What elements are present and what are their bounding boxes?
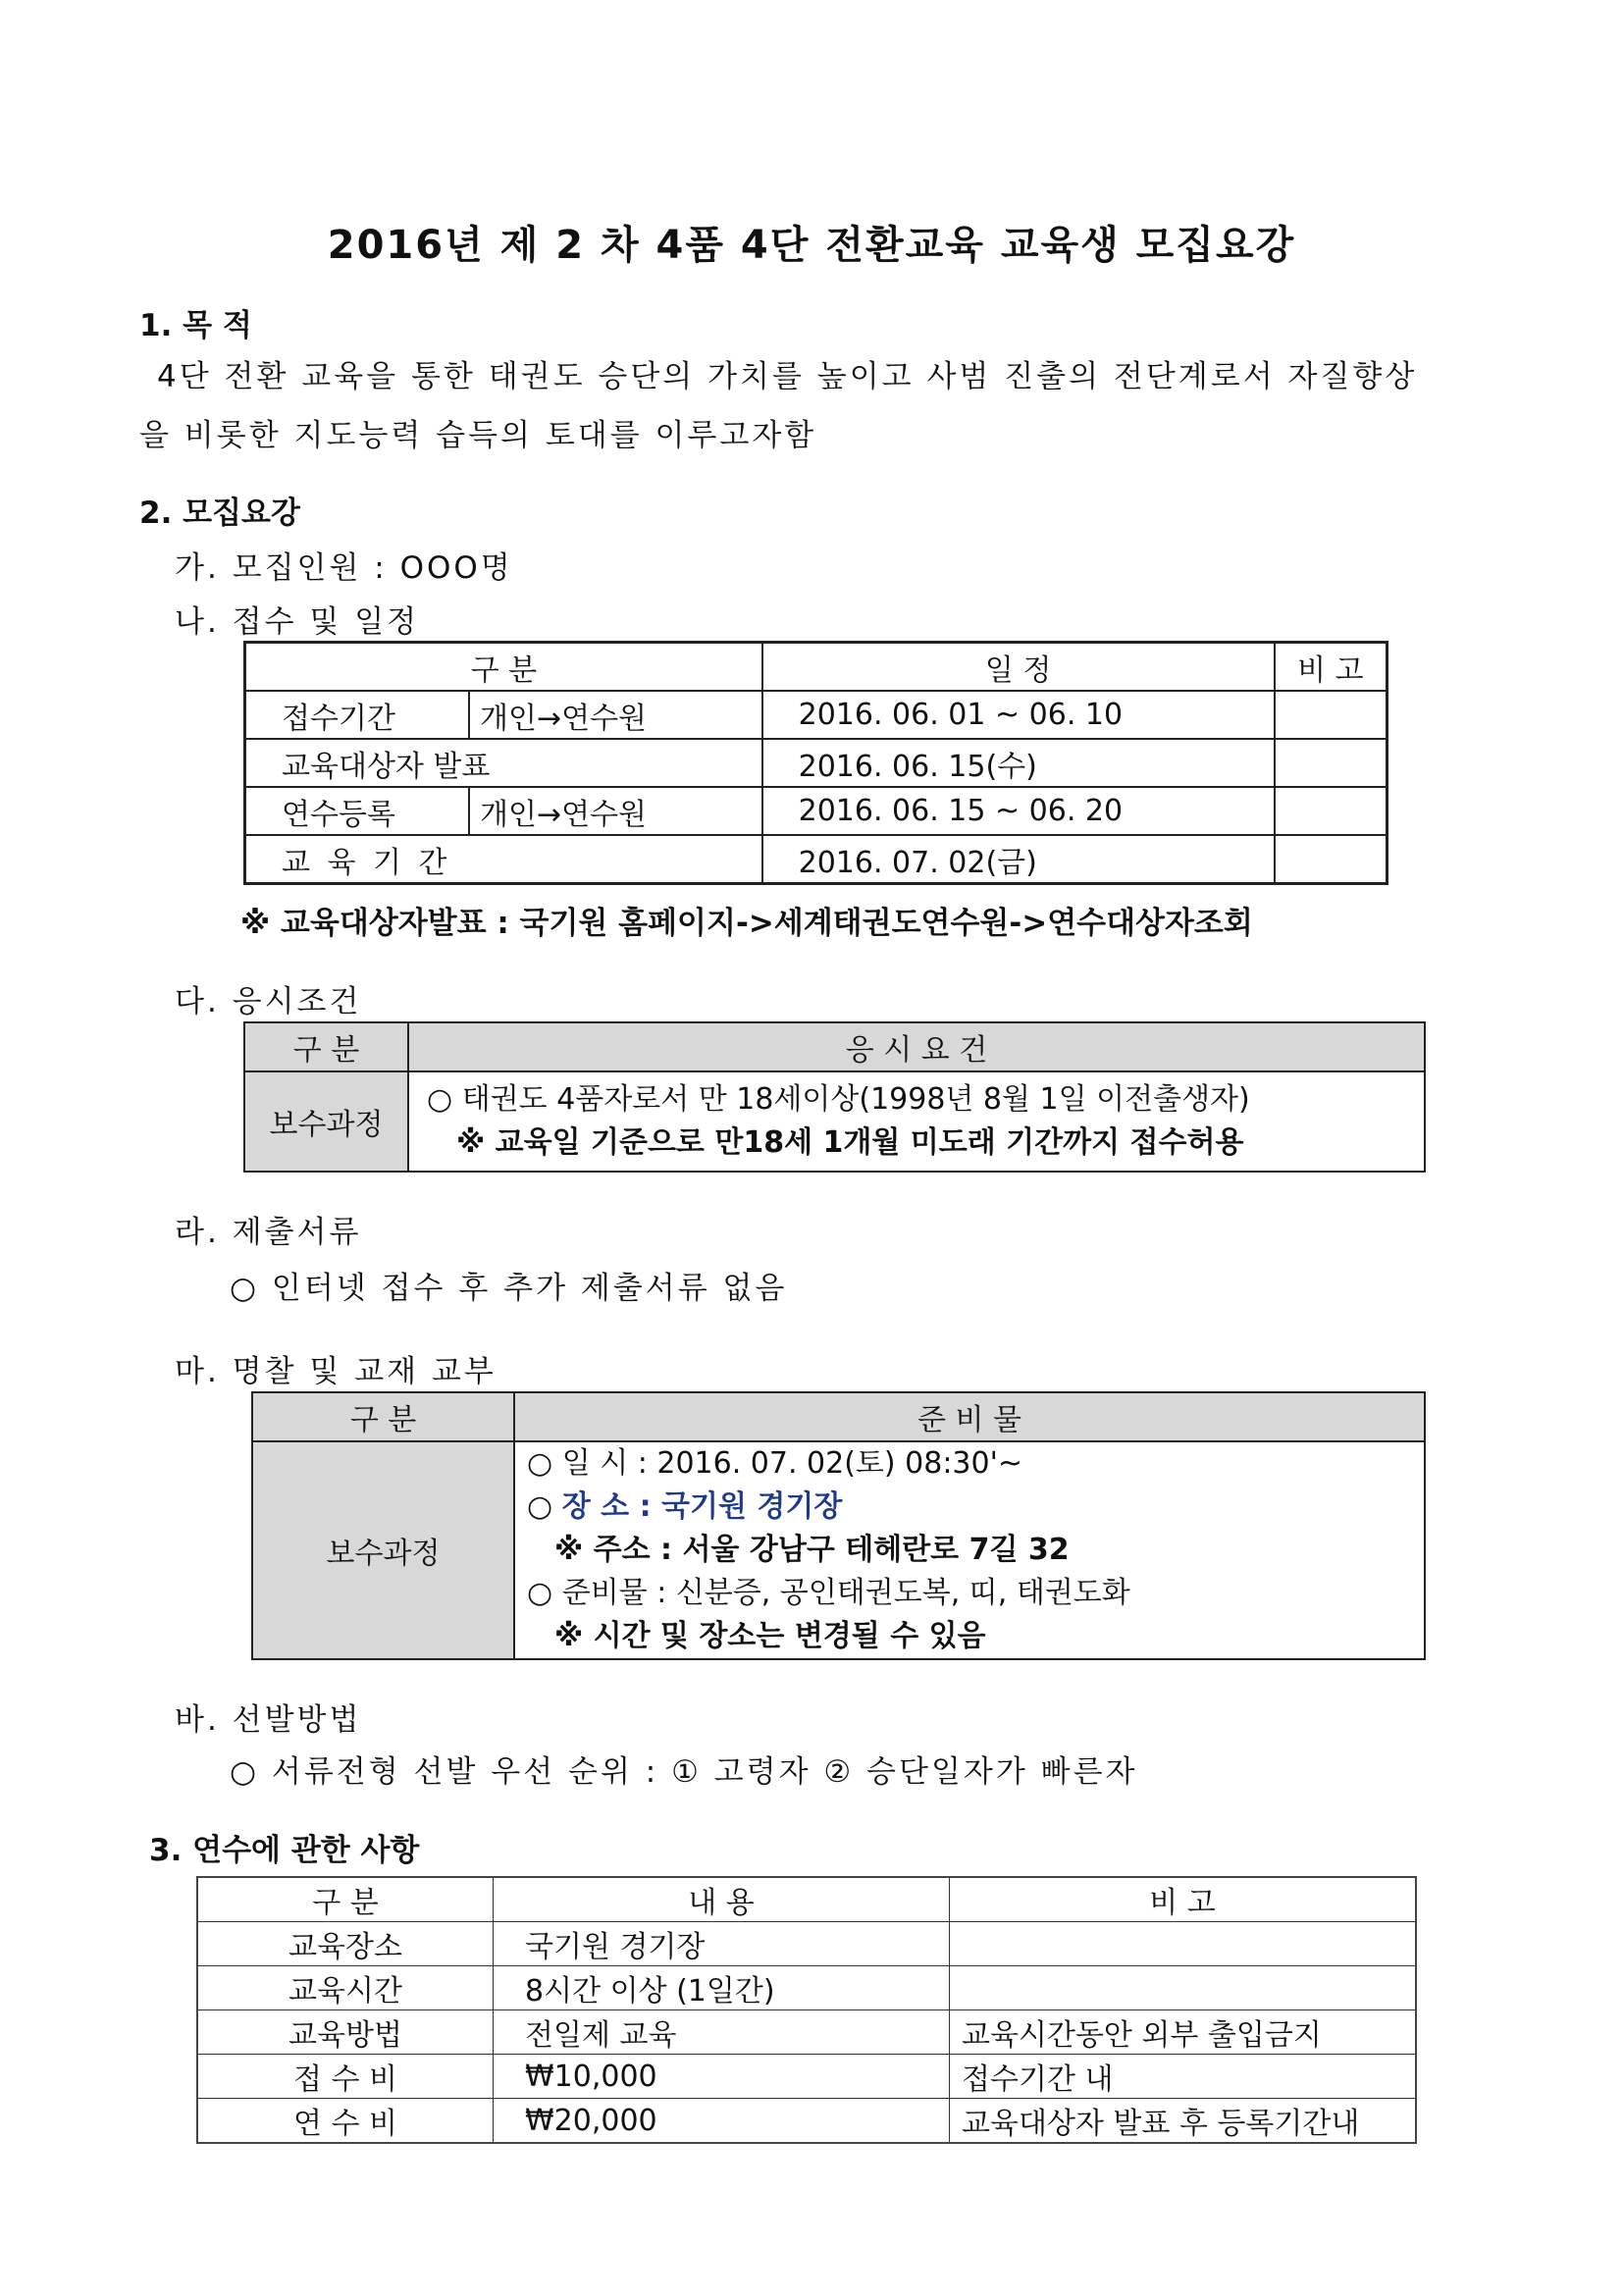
documents-subheading: 라. 제출서류 bbox=[175, 1215, 362, 1250]
table-row bbox=[245, 787, 1387, 835]
row-note bbox=[1275, 739, 1387, 787]
condition-line1: ○ 태권도 4품자로서 만 18세이상(1998년 8월 1일 이전출생자) bbox=[427, 1082, 1250, 1117]
row-note bbox=[1275, 691, 1387, 739]
row-label: 연수등록 bbox=[245, 787, 470, 835]
table-header-gubun: 구 분 bbox=[244, 1022, 408, 1071]
row-date: 2016. 06. 01 ~ 06. 10 bbox=[762, 691, 1275, 739]
table-header-requirement: 응 시 요 건 bbox=[408, 1022, 1425, 1071]
row-note: 교육대상자 발표 후 등록기간내 bbox=[950, 2099, 1417, 2144]
row-date: 2016. 06. 15(수) bbox=[762, 739, 1275, 787]
table-row bbox=[245, 835, 1387, 884]
page-title: 2016년 제 2 차 4품 4단 전환교육 교육생 모집요강 bbox=[327, 223, 1296, 268]
nametag-subheading: 마. 명찰 및 교재 교부 bbox=[175, 1354, 497, 1389]
row-label: 교 육 기 간 bbox=[245, 835, 762, 884]
table-row bbox=[197, 1966, 1416, 2010]
row-date: 2016. 07. 02(금) bbox=[762, 835, 1275, 884]
row-content: 전일제 교육 bbox=[494, 2010, 950, 2055]
documents-item: ○ 인터넷 접수 후 추가 제출서류 없음 bbox=[230, 1271, 788, 1306]
row-content: 8시간 이상 (1일간) bbox=[494, 1966, 950, 2010]
table-header-gubun: 구 분 bbox=[197, 1877, 494, 1922]
section1-heading: 1. 목 적 bbox=[139, 308, 252, 343]
row-note bbox=[1275, 835, 1387, 884]
schedule-subheading: 나. 접수 및 일정 bbox=[175, 604, 420, 640]
prep-location-text: 장 소 : 국기원 경기장 bbox=[561, 1489, 843, 1524]
table-row bbox=[197, 2099, 1416, 2144]
row-label: 교육대상자 발표 bbox=[245, 739, 762, 787]
row-label: 보수과정 bbox=[252, 1441, 514, 1659]
section2-heading: 2. 모집요강 bbox=[139, 496, 300, 531]
preparation-table bbox=[251, 1391, 1426, 1660]
condition-line2: ※ 교육일 기준으로 만18세 1개월 미도래 기간까지 접수허용 bbox=[456, 1125, 1244, 1160]
row-label: 교육방법 bbox=[197, 2010, 494, 2055]
table-row bbox=[197, 1922, 1416, 1966]
schedule-table bbox=[243, 641, 1388, 885]
table-row bbox=[245, 691, 1387, 739]
selection-subheading: 바. 선발방법 bbox=[175, 1702, 362, 1738]
row-note: 접수기간 내 bbox=[950, 2055, 1417, 2099]
row-label: 접수기간 bbox=[245, 691, 470, 739]
table-header-gubun: 구 분 bbox=[245, 643, 762, 692]
table-header-gubun: 구 분 bbox=[252, 1392, 514, 1441]
table-header-schedule: 일 정 bbox=[762, 643, 1275, 692]
prep-items: ○ 준비물 : 신분증, 공인태권도복, 띠, 태권도화 bbox=[527, 1576, 1130, 1610]
row-label: 접 수 비 bbox=[197, 2055, 494, 2099]
table-row bbox=[245, 739, 1387, 787]
training-table bbox=[196, 1876, 1417, 2144]
recruit-count: 가. 모집인원 : OOO명 bbox=[175, 550, 513, 586]
row-note bbox=[1275, 787, 1387, 835]
table-header-note: 비 고 bbox=[950, 1877, 1417, 1922]
schedule-note: ※ 교육대상자발표 : 국기원 홈페이지->세계태권도연수원->연수대상자조회 bbox=[240, 906, 1253, 941]
prep-location bbox=[527, 1486, 1414, 1529]
section1-line2: 을 비롯한 지도능력 습득의 토대를 이루고자함 bbox=[139, 418, 817, 453]
row-content: 국기원 경기장 bbox=[494, 1922, 950, 1966]
row-note bbox=[950, 1966, 1417, 2010]
table-row bbox=[197, 2055, 1416, 2099]
table-header-note: 비 고 bbox=[1275, 643, 1387, 692]
row-sublabel: 개인→연수원 bbox=[469, 691, 762, 739]
row-sublabel: 개인→연수원 bbox=[469, 787, 762, 835]
conditions-table bbox=[243, 1021, 1426, 1173]
row-label: 교육장소 bbox=[197, 1922, 494, 1966]
prep-change-note: ※ 시간 및 장소는 변경될 수 있음 bbox=[554, 1619, 986, 1653]
row-label: 보수과정 bbox=[244, 1071, 408, 1172]
prep-location-bullet: ○ bbox=[527, 1489, 562, 1524]
row-note: 교육시간동안 외부 출입금지 bbox=[950, 2010, 1417, 2055]
row-content: ₩20,000 bbox=[494, 2099, 950, 2144]
prep-datetime: ○ 일 시 : 2016. 07. 02(토) 08:30'~ bbox=[527, 1446, 1022, 1481]
row-label: 연 수 비 bbox=[197, 2099, 494, 2144]
table-header-items: 준 비 물 bbox=[514, 1392, 1425, 1441]
table-row bbox=[197, 2010, 1416, 2055]
selection-item: ○ 서류전형 선발 우선 순위 : ① 고령자 ② 승단일자가 빠른자 bbox=[230, 1754, 1138, 1790]
row-date: 2016. 06. 15 ~ 06. 20 bbox=[762, 787, 1275, 835]
table-header-content: 내 용 bbox=[494, 1877, 950, 1922]
section3-heading: 3. 연수에 관한 사항 bbox=[149, 1833, 420, 1868]
row-content: ₩10,000 bbox=[494, 2055, 950, 2099]
section1-line1: 4단 전환 교육을 통한 태권도 승단의 가치를 높이고 사범 진출의 전단계로서 자질향상 bbox=[157, 359, 1418, 394]
conditions-subheading: 다. 응시조건 bbox=[175, 984, 362, 1019]
row-label: 교육시간 bbox=[197, 1966, 494, 2010]
row-note bbox=[950, 1922, 1417, 1966]
prep-address: ※ 주소 : 서울 강남구 테헤란로 7길 32 bbox=[554, 1533, 1070, 1567]
